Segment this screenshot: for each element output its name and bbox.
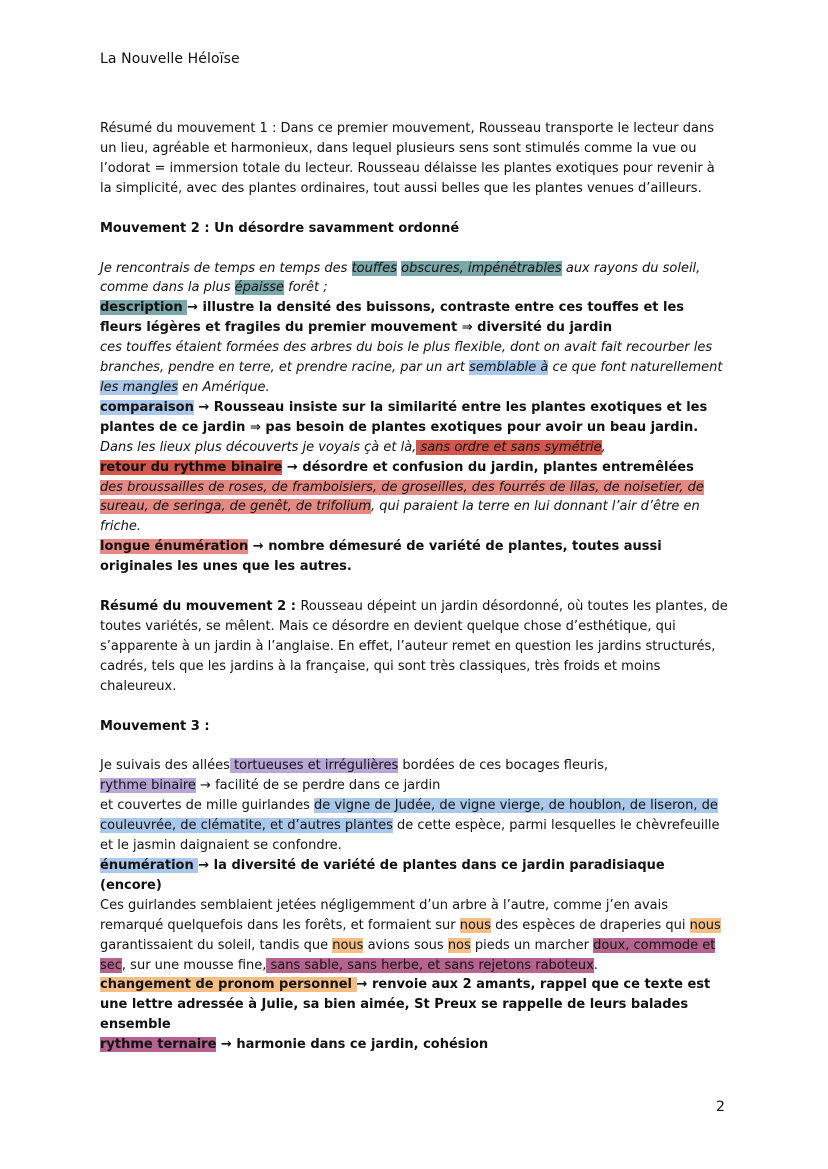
summary-label: Résumé du mouvement 2 :: [100, 599, 301, 615]
summary-text: Dans ce premier mouvement, Rousseau transporte le lecteur dans un lieu, agréable et harmonieux, dans lequel plusieurs sens sont stimulés comme la vue ou l’odorat = immersion totale du lecteur. Rousseau délaisse les plantes exotiques pour revenir à la simplicité, avec des plantes ordinaires, tout aussi belles que les plantes venues d’ailleurs.: [100, 121, 715, 196]
analysis-2: comparaison → Rousseau insiste sur la similarité entre les plantes exotiques et les plantes de ce jardin ⇒ pas besoin de plantes exotiques pour avoir un beau jardin.: [100, 399, 708, 435]
summary-text: Rousseau dépeint un jardin désordonné, où toutes les plantes, de toutes variétés, se mêlent. Mais ce désordre en devient quelque chose d’esthétique, qui s’apparente à un jardin à l’anglaise. En effet, l’auteur remet en question les jardins structurés, cadrés, tels que les jardins à la française, qui sont très classiques, très froids et moins chaleureux.: [100, 599, 728, 694]
quote-5: Je suivais des allées tortueuses et irrégulières bordées de ces bocages fleuris,: [100, 758, 609, 774]
highlight-plum: doux, commode et sec: [100, 937, 716, 973]
highlight-red: sans ordre et sans symétrie: [416, 439, 602, 455]
highlight-plum: sans sable, sans herbe, et sans rejetons raboteux: [266, 957, 594, 973]
figure-tag-enumeration: énumération: [100, 858, 199, 873]
document-body: [100, 119, 730, 1055]
movement-2-heading: Mouvement 2 : Un désordre savamment ordonné: [100, 220, 460, 236]
quote-6: et couvertes de mille guirlandes de vigne de Judée, de vigne vierge, de houblon, de liseron, de couleuvrée, de clématite, et d’autres plantes de cette espèce, parmi lesquelles le chèvrefeuille et le jasmin daignaient se confondre.: [100, 798, 720, 854]
analysis-6: énumération → la diversité de variété de plantes dans ce jardin paradisiaque (encore): [100, 858, 665, 893]
highlight-blue: de vigne de Judée, de vigne vierge, de houblon, de liseron, de couleuvrée, de clématite, et d’autres plantes: [100, 798, 718, 834]
analysis-8: rythme ternaire → harmonie dans ce jardin, cohésion: [100, 1037, 489, 1053]
highlight-orange: nous: [459, 917, 491, 933]
page-number: 2: [716, 1099, 725, 1115]
highlight-blue: les mangles: [100, 379, 179, 395]
figure-tag-rythme-binaire: retour du rythme binaire: [100, 459, 283, 475]
highlight-orange: nous: [689, 917, 721, 933]
analysis-5: rythme binaire → facilité de se perdre dans ce jardin: [100, 778, 441, 794]
highlight-orange: nos: [447, 937, 471, 953]
figure-tag-comparaison: comparaison: [100, 399, 194, 415]
highlight-blue: semblable à: [469, 360, 549, 376]
highlight-teal: obscures, impénétrables: [401, 260, 562, 276]
highlight-purple: tortueuses et irrégulières: [229, 758, 399, 774]
document-title: La Nouvelle Héloïse: [100, 51, 240, 67]
highlight-salmon: des broussailles de roses, de framboisiers, de groseilles, des fourrés de lilas, de noisetier, de sureau, de seringa, de genêt, de trifolium: [100, 479, 704, 515]
figure-tag-rythme-ternaire: rythme ternaire: [100, 1037, 217, 1053]
quote-4: des broussailles de roses, de framboisiers, de groseilles, des fourrés de lilas, de noisetier, de sureau, de seringa, de genêt, de trifolium, qui paraient la terre en lui donnant l’air d’être en friche.: [100, 479, 704, 535]
figure-tag-pronom: changement de pronom personnel: [100, 977, 357, 993]
quote-1: Je rencontrais de temps en temps des touffes obscures, impénétrables aux rayons du soleil, comme dans la plus épaisse forêt ;: [100, 260, 701, 296]
highlight-teal: touffes: [351, 260, 398, 276]
analysis-7: changement de pronom personnel → renvoie aux 2 amants, rappel que ce texte est une lettre adressée à Julie, sa bien aimée, St Preux se rappelle de leurs balades ensemble: [100, 977, 711, 1033]
analysis-4: longue énumération → nombre démesuré de variété de plantes, toutes aussi originales les unes que les autres.: [100, 539, 662, 575]
figure-tag-description: description: [100, 300, 188, 316]
summary-movement-2: [100, 597, 730, 697]
summary-label: Résumé du mouvement 1 :: [100, 121, 277, 136]
figure-tag-rythme-binaire: rythme binaire: [100, 778, 196, 794]
analysis-1: description → illustre la densité des buissons, contraste entre ces touffes et les fleurs légères et fragiles du premier mouvement ⇒ diversité du jardin: [100, 300, 685, 336]
quote-2: ces touffes étaient formées des arbres du bois le plus flexible, dont on avait fait recourber les branches, pendre en terre, et prendre racine, par un art semblable à ce que font naturellement les mangles en Amérique.: [100, 340, 723, 395]
figure-tag-enumeration: longue énumération: [100, 539, 249, 555]
quote-7: Ces guirlandes semblaient jetées négligemment d’un arbre à l’autre, comme j’en avais remarqué quelquefois dans les forêts, et formaient sur nous des espèces de draperies qui nous garantissaient du soleil, tandis que nous avions sous nos pieds un marcher doux, commode et sec, sur une mousse fine, sans sable, sans herbe, et sans rejetons raboteux.: [100, 897, 721, 973]
quote-3: Dans les lieux plus découverts je voyais çà et là, sans ordre et sans symétrie,: [100, 439, 606, 455]
analysis-3: retour du rythme binaire → désordre et confusion du jardin, plantes entremêlées: [100, 459, 694, 475]
summary-movement-1: [100, 119, 730, 199]
highlight-orange: nous: [332, 937, 364, 953]
movement-3-heading: Mouvement 3 :: [100, 718, 210, 734]
highlight-teal: épaisse: [234, 280, 285, 296]
